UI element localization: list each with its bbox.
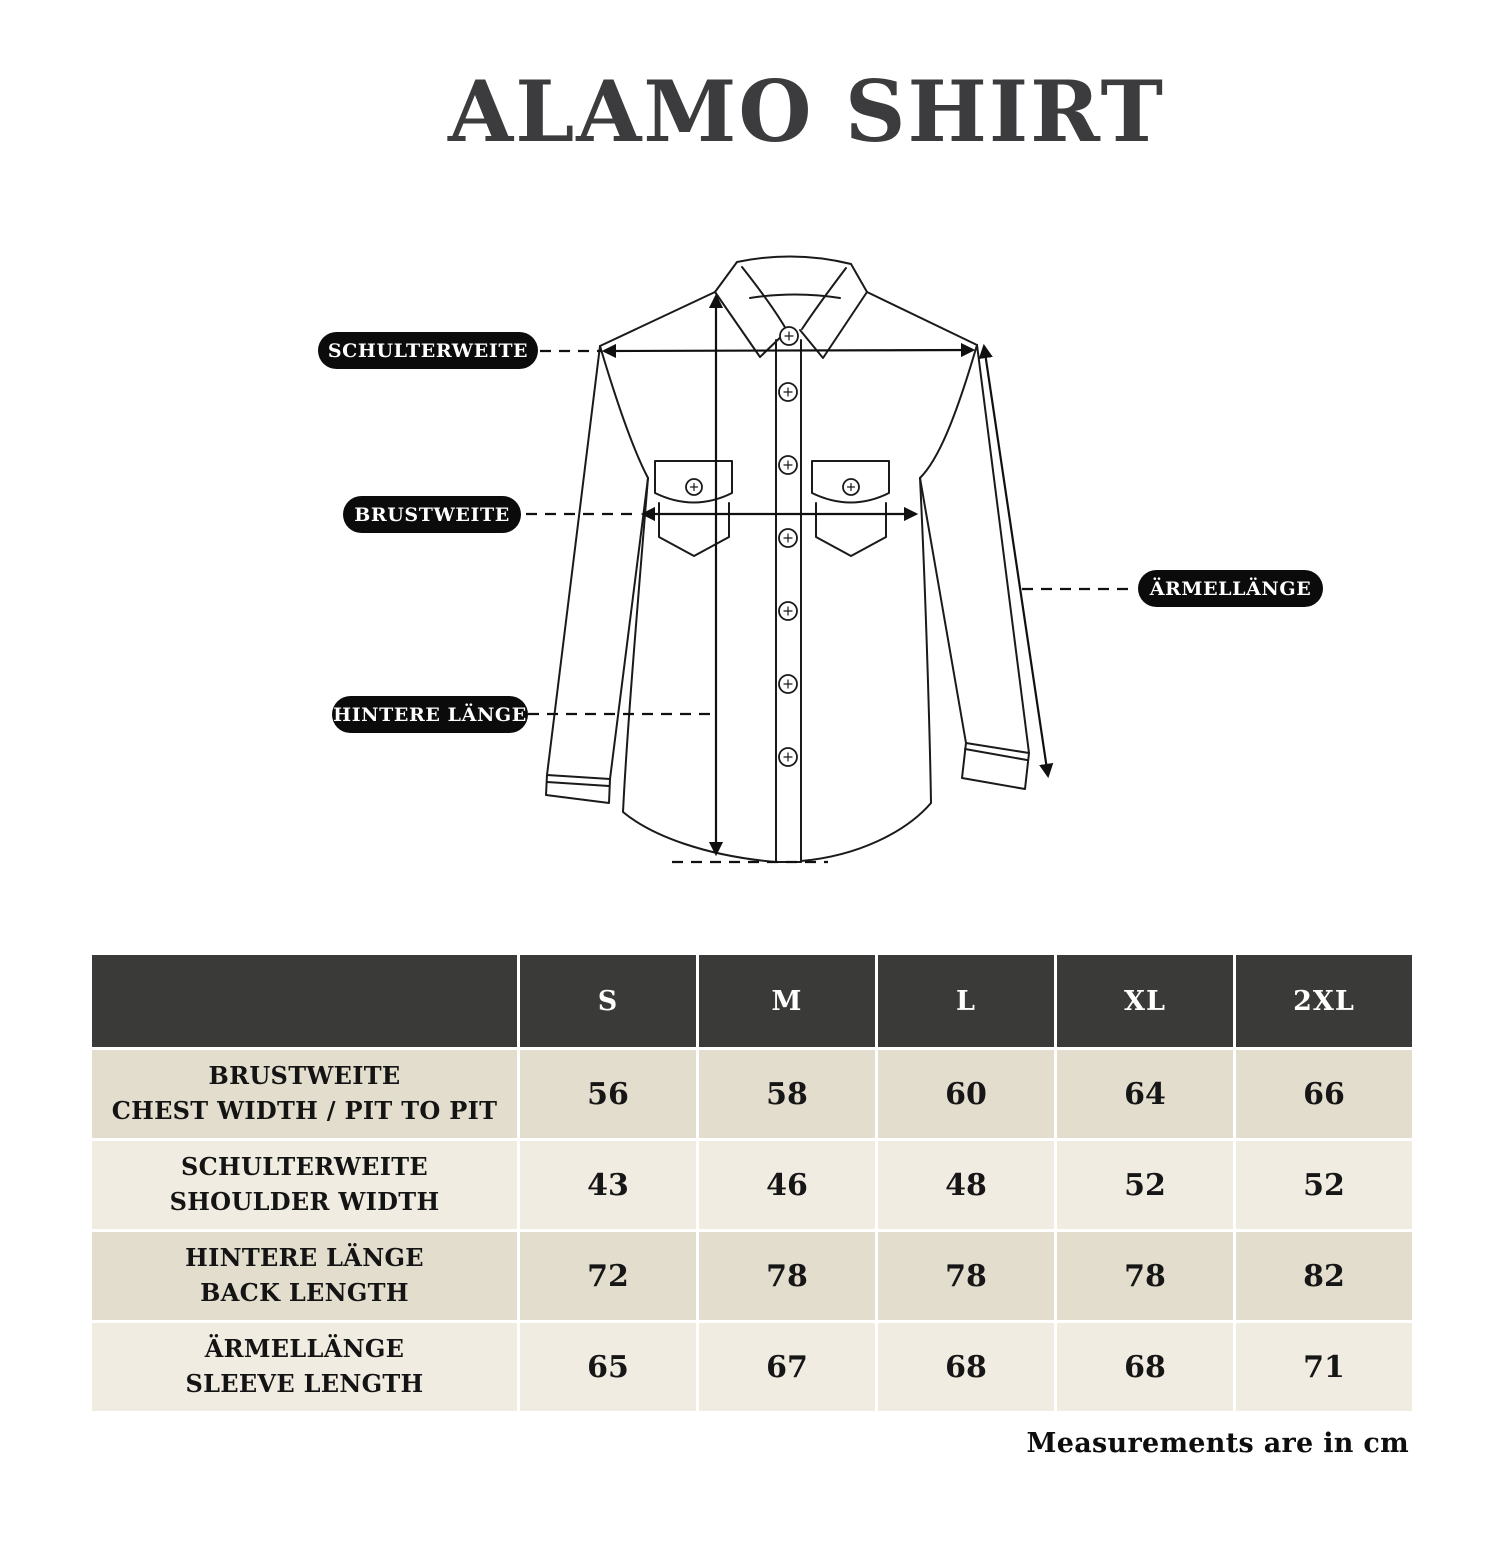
- shoulder-width-l: 48: [878, 1141, 1054, 1229]
- shoulder-width-label-text: SCHULTERWEITE: [327, 339, 529, 362]
- row-label-de: SCHULTERWEITE: [180, 1152, 429, 1182]
- back-length-m: 78: [699, 1232, 875, 1320]
- row-label-en: BACK LENGTH: [200, 1278, 409, 1307]
- size-column-header-2xl: 2XL: [1236, 955, 1412, 1047]
- row-label-de: HINTERE LÄNGE: [185, 1243, 424, 1273]
- size-column-header-xl: XL: [1057, 955, 1233, 1047]
- row-label-en: SHOULDER WIDTH: [169, 1187, 440, 1216]
- sleeve-length-arrow: [984, 346, 1048, 776]
- row-label-sleeve-length: [92, 1323, 517, 1411]
- back-length-2xl: 82: [1236, 1232, 1412, 1320]
- shoulder-width-xl: 52: [1057, 1141, 1233, 1229]
- row-label-de: BRUSTWEITE: [208, 1061, 401, 1091]
- shoulder-width-label: [318, 332, 538, 369]
- sleeve-length-label: [1138, 570, 1323, 607]
- sleeve-length-l: 68: [878, 1323, 1054, 1411]
- row-label-chest-width: [92, 1050, 517, 1138]
- sleeve-length-xl: 68: [1057, 1323, 1233, 1411]
- shoulder-width-2xl: 52: [1236, 1141, 1412, 1229]
- sleeve-length-label-text: ÄRMELLÄNGE: [1149, 577, 1312, 600]
- size-column-header-l: L: [878, 955, 1054, 1047]
- table-corner-cell: [92, 955, 517, 1047]
- back-length-s: 72: [520, 1232, 696, 1320]
- left-pocket: [655, 461, 732, 556]
- row-label-shoulder-width: [92, 1141, 517, 1229]
- shirt-outline: [546, 256, 1029, 862]
- shoulder-width-m: 46: [699, 1141, 875, 1229]
- chest-width-s: 56: [520, 1050, 696, 1138]
- shoulder-width-arrow: [604, 350, 973, 351]
- measurement-unit-note: Measurements are in cm: [1026, 1428, 1409, 1459]
- chest-width-label-text: BRUSTWEITE: [354, 503, 510, 526]
- back-length-label-text: HINTERE LÄNGE: [333, 703, 527, 726]
- chest-width-label: [343, 496, 521, 533]
- sleeve-length-s: 65: [520, 1323, 696, 1411]
- sleeve-length-m: 67: [699, 1323, 875, 1411]
- chest-width-xl: 64: [1057, 1050, 1233, 1138]
- back-length-l: 78: [878, 1232, 1054, 1320]
- sleeve-length-2xl: 71: [1236, 1323, 1412, 1411]
- right-pocket: [812, 461, 889, 556]
- back-length-xl: 78: [1057, 1232, 1233, 1320]
- chest-width-m: 58: [699, 1050, 875, 1138]
- back-length-label: [332, 696, 528, 733]
- row-label-en: CHEST WIDTH / PIT TO PIT: [111, 1096, 498, 1125]
- size-column-header-m: M: [699, 955, 875, 1047]
- chest-width-l: 60: [878, 1050, 1054, 1138]
- page-title: ALAMO SHIRT: [448, 62, 1165, 161]
- row-label-de: ÄRMELLÄNGE: [204, 1334, 405, 1364]
- shoulder-width-s: 43: [520, 1141, 696, 1229]
- row-label-back-length: [92, 1232, 517, 1320]
- size-column-header-s: S: [520, 955, 696, 1047]
- chest-width-2xl: 66: [1236, 1050, 1412, 1138]
- row-label-en: SLEEVE LENGTH: [185, 1369, 424, 1398]
- size-table: [92, 955, 1412, 1411]
